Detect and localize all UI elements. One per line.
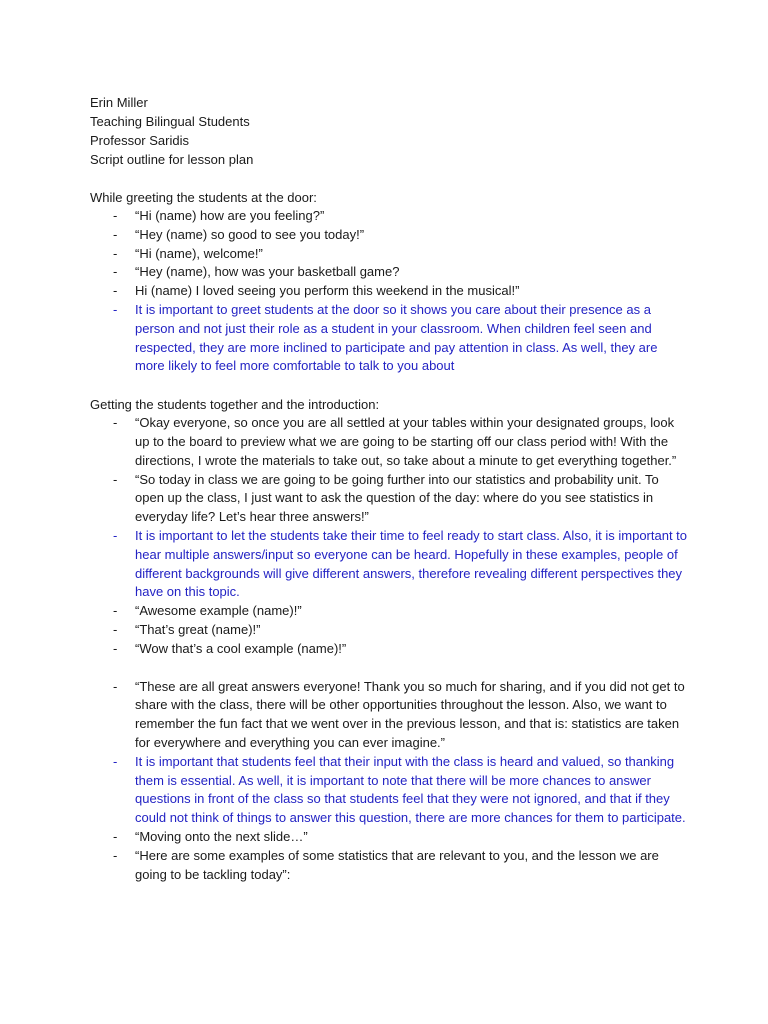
author-name: Erin Miller	[90, 95, 148, 110]
list-item: - Hi (name) I loved seeing you perform this weekend in the musical!”	[90, 282, 690, 301]
list-item: - “Hey (name) so good to see you today!”	[90, 226, 690, 245]
list-item: - “Here are some examples of some statistics that are relevant to you, and the lesson we are going to be tackling today”:	[90, 847, 690, 885]
document-title: Script outline for lesson plan	[90, 152, 254, 167]
bullet-list	[90, 207, 690, 376]
spacer	[90, 169, 690, 188]
section-heading: While greeting the students at the door:	[90, 190, 317, 205]
professor-name: Professor Saridis	[90, 133, 189, 148]
list-item: - “Wow that’s a cool example (name)!”	[90, 640, 690, 659]
list-item: - “Hi (name) how are you feeling?”	[90, 207, 690, 226]
list-item: - “That’s great (name)!”	[90, 621, 690, 640]
section-greeting	[90, 188, 690, 376]
list-item: - “Awesome example (name)!”	[90, 602, 690, 621]
list-item: - “Hi (name), welcome!”	[90, 245, 690, 264]
bullet-list	[90, 414, 690, 658]
note-item: - It is important to greet students at the door so it shows you care about their presence as a person and not just their role as a student in your classroom. When children feel seen and respected, they are more inclined to participate and pay attention in class. As well, they are more likely to feel more comfortable to talk to you about	[90, 301, 690, 376]
note-item: - It is important to let the students take their time to feel ready to start class. Also, it is important to hear multiple answers/input so everyone can be heard. Hopefully in these examples, people of different backgrounds will give different answers, therefore revealing different perspectives they have on this topic.	[90, 527, 690, 602]
list-item: - “Okay everyone, so once you are all settled at your tables within your designated groups, look up to the board to preview what we are going to be starting off our class period with! With the directions, I wrote the materials to take out, so take about a minute to get everything together.”	[90, 414, 690, 470]
spacer	[90, 659, 690, 678]
spacer	[90, 376, 690, 395]
section-continuation	[90, 678, 690, 885]
list-item: - “Moving onto the next slide…”	[90, 828, 690, 847]
section-introduction	[90, 395, 690, 658]
list-item: - “So today in class we are going to be going further into our statistics and probability unit. To open up the class, I just want to ask the question of the day: where do you see statistics in everyday life? Let’s hear three answers!”	[90, 471, 690, 527]
list-item: - “These are all great answers everyone! Thank you so much for sharing, and if you did not get to share with the class, there will be other opportunities throughout the lesson. Also, we want to remember the fun fact that we went over in the previous lesson, and that is: statistics are taken for everywhere and everything you can ever imagine.”	[90, 678, 690, 753]
list-item: - “Hey (name), how was your basketball game?	[90, 263, 690, 282]
bullet-list	[90, 678, 690, 885]
document-page	[90, 93, 690, 884]
course-name: Teaching Bilingual Students	[90, 114, 250, 129]
section-heading: Getting the students together and the introduction:	[90, 397, 380, 413]
document-header	[90, 93, 690, 169]
note-item: - It is important that students feel that their input with the class is heard and valued, so thanking them is essential. As well, it is important to note that there will be more chances to answer questions in front of the class so that students feel that they were not ignored, and that if they could not think of things to answer this question, there are more chances for them to participate.	[90, 753, 690, 828]
